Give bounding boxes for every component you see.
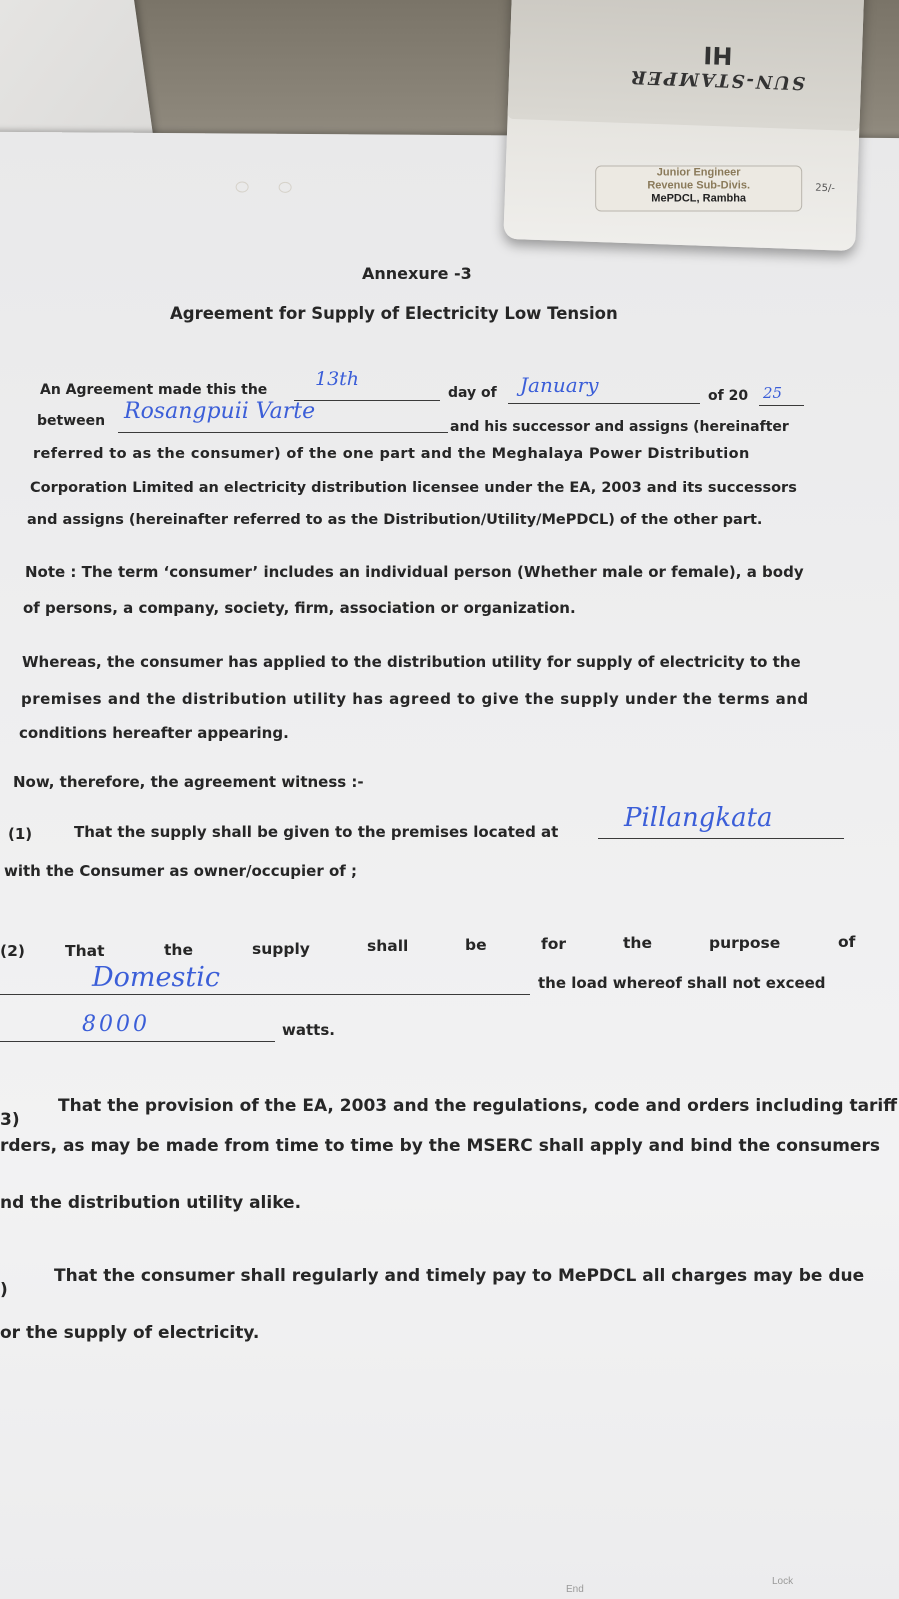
clause3-line: nd the distribution utility alike. [0, 1193, 302, 1213]
intro-successor: and his successor and assigns (hereinafter [450, 419, 789, 435]
clause2-word: of [838, 933, 856, 951]
purpose-value: Domestic [92, 962, 220, 993]
day-value: 13th [315, 368, 360, 390]
whereas-line: premises and the distribution utility has agreed to give the supply under the terms and [21, 690, 809, 708]
stamp-brand-model: HI [702, 40, 733, 70]
annexure-heading: Annexure -3 [362, 264, 472, 283]
clause3-number: 3) [0, 1110, 20, 1130]
note-line: of persons, a company, society, firm, association or organization. [23, 599, 576, 617]
seal-line: Junior Engineer [656, 166, 741, 179]
clause1-line2: with the Consumer as owner/occupier of ; [4, 862, 357, 880]
now-therefore: Now, therefore, the agreement witness :- [13, 773, 364, 791]
clause3-line: rders, as may be made from time to time by the MSERC shall apply and bind the consumers [0, 1136, 880, 1156]
watts-line [0, 1041, 275, 1042]
clause2-word: the [623, 934, 652, 952]
footer-mark: Lock [772, 1576, 794, 1587]
month-value: January [520, 373, 599, 397]
month-line [508, 403, 700, 404]
document-title: Agreement for Supply of Electricity Low Tension [170, 304, 618, 323]
clause2-number: (2) [0, 942, 25, 960]
intro-between: between [37, 413, 106, 429]
seal-line: Revenue Sub-Divis. [647, 179, 751, 192]
watts-value: 8000 [82, 1012, 150, 1037]
consumer-name-value: Rosangpuii Varte [124, 399, 316, 424]
clause4-number: ) [0, 1280, 8, 1300]
consumer-name-line [118, 432, 448, 433]
location-value: Pillangkata [624, 803, 773, 833]
clause2-word: supply [252, 940, 310, 958]
clause2-word: the [164, 941, 193, 959]
intro-line: and assigns (hereinafter referred to as the Distribution/Utility/MePDCL) of the other part. [27, 512, 763, 528]
clause2-word: be [465, 936, 487, 954]
stamp-brand-name: SUN-STAMPER [628, 66, 806, 94]
intro-day-of: day of [448, 385, 497, 401]
whereas-line: conditions hereafter appearing. [19, 724, 289, 742]
clause2-word: purpose [709, 934, 781, 952]
clause1-text: That the supply shall be given to the premises located at [74, 823, 559, 841]
clause4-line: or the supply of electricity. [0, 1323, 260, 1343]
intro-line: referred to as the consumer) of the one part and the Meghalaya Power Distribution [33, 446, 750, 462]
seal-line: MePDCL, Rambha [651, 192, 747, 205]
intro-lead: An Agreement made this the [40, 382, 268, 398]
whereas-line: Whereas, the consumer has applied to the distribution utility for supply of electricity to the [22, 653, 801, 671]
clause4-line: That the consumer shall regularly and timely pay to MePDCL all charges may be due [54, 1266, 865, 1286]
intro-line: Corporation Limited an electricity distribution licensee under the EA, 2003 and its successors [30, 480, 797, 496]
year-value: 25 [763, 384, 783, 402]
clause2-word: That [65, 942, 105, 960]
location-line [598, 838, 844, 839]
intro-of-20: of 20 [708, 388, 749, 404]
clause2-word: for [541, 935, 567, 953]
clause2-watts: watts. [282, 1021, 335, 1039]
year-line [759, 405, 804, 406]
purpose-line [0, 994, 530, 995]
clause1-number: (1) [8, 825, 33, 843]
stamp-price: 25/- [815, 182, 836, 195]
clause3-line: That the provision of the EA, 2003 and the regulations, code and orders including tariff [58, 1096, 898, 1116]
footer-mark: End [566, 1584, 584, 1595]
clause2-load-text: the load whereof shall not exceed [538, 974, 826, 992]
day-line [294, 400, 440, 401]
clause2-word: shall [367, 937, 409, 955]
note-line: Note : The term ‘consumer’ includes an individual person (Whether male or female), a body [25, 563, 804, 581]
